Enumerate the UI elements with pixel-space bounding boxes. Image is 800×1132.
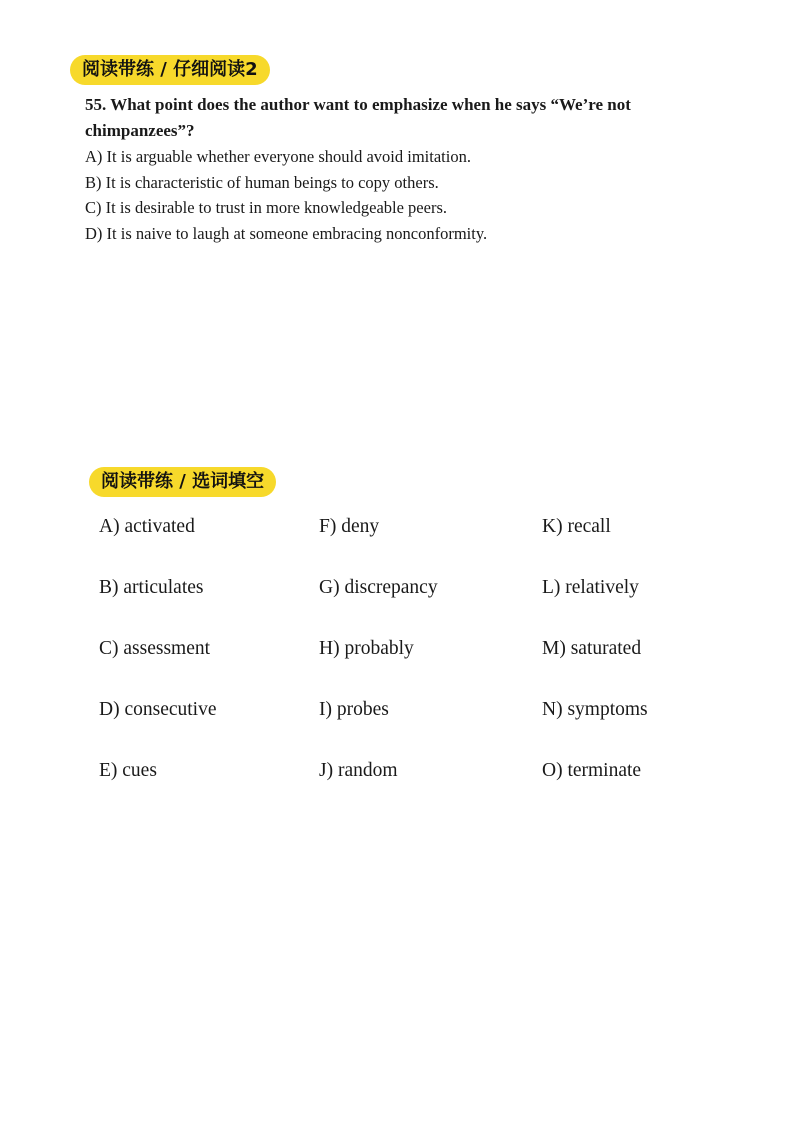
section-tag-careful-reading: 阅读带练 / 仔细阅读2 bbox=[70, 55, 270, 85]
word-item: J) random bbox=[319, 760, 398, 781]
word-item: A) activated bbox=[99, 516, 195, 537]
word-item: F) deny bbox=[319, 516, 380, 537]
word-item: O) terminate bbox=[542, 760, 642, 781]
word-item: M) saturated bbox=[542, 638, 642, 659]
word-item: I) probes bbox=[319, 699, 389, 720]
word-item: L) relatively bbox=[542, 577, 639, 598]
option-c: C) It is desirable to trust in more knowledgeable peers. bbox=[85, 198, 447, 217]
option-b: B) It is characteristic of human beings to copy others. bbox=[85, 172, 439, 192]
word-item: C) assessment bbox=[99, 638, 211, 659]
question-block bbox=[85, 92, 705, 246]
question-stem: 55. What point does the author want to emphasize when he says “We’re not chimpanzees”? bbox=[85, 95, 631, 140]
word-item: B) articulates bbox=[99, 577, 204, 598]
option-d: D) It is naive to laugh at someone embracing nonconformity. bbox=[85, 223, 488, 243]
word-bank bbox=[99, 512, 719, 822]
word-item: N) symptoms bbox=[542, 699, 648, 720]
word-item: G) discrepancy bbox=[319, 577, 438, 598]
option-a: A) It is arguable whether everyone should avoid imitation. bbox=[85, 147, 471, 166]
word-item: D) consecutive bbox=[99, 699, 217, 720]
word-item: E) cues bbox=[99, 760, 157, 781]
section-tag-word-bank: 阅读带练 / 选词填空 bbox=[89, 467, 276, 497]
word-item: H) probably bbox=[319, 638, 414, 659]
word-item: K) recall bbox=[542, 516, 611, 537]
